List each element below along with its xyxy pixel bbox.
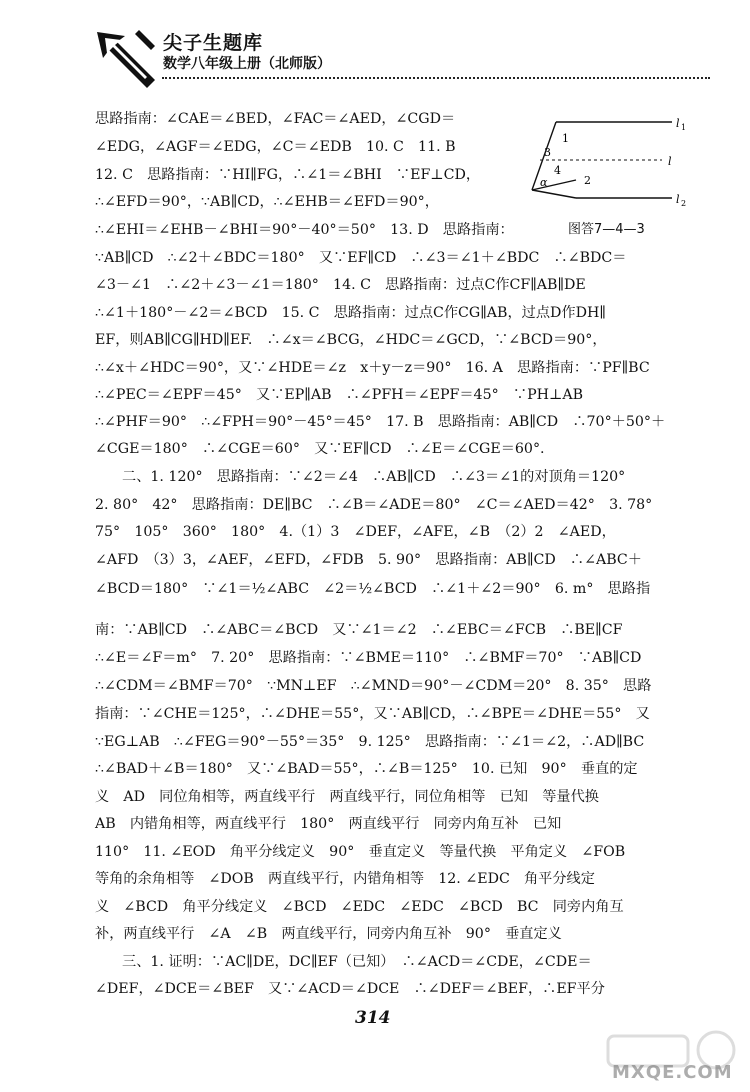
angle-2-label: 2 <box>584 174 591 187</box>
angle-4-label: 4 <box>554 164 561 177</box>
page-header <box>0 0 750 95</box>
text-line: ∴∠CDM＝∠BMF＝70° ∵MN⊥EF ∴∠MND＝90°－∠CDM＝20° 8. 35° 思路 <box>95 678 652 694</box>
text-line: ∴∠PHF＝90° ∴∠FPH＝90°－45°＝45° 17. B 思路指南：AB∥CD ∴70°＋50°＋ <box>95 414 666 430</box>
text-line: ∴∠x＋∠HDC＝90°，又∵∠HDE＝∠z x＋y－z＝90° 16. A 思路指南：∵PF∥BC <box>95 360 650 376</box>
svg-text:2: 2 <box>681 199 687 208</box>
text-line: 等角的余角相等 ∠DOB 两直线平行，内错角相等 12. ∠EDC 角平分线定 <box>95 871 595 887</box>
angle-1-label: 1 <box>562 132 569 145</box>
text-line: ∵AB∥CD ∴∠2＋∠BDC＝180° 又∵EF∥CD ∴∠3＝∠1＋∠BDC ∴∠BDC＝ <box>95 250 627 266</box>
text-line: 补，两直线平行 ∠A ∠B 两直线平行，同旁内角互补 90° 垂直定义 <box>95 926 562 942</box>
text-line: 义 AD 同位角相等，两直线平行 两直线平行，同位角相等 已知 等量代换 <box>95 789 599 805</box>
text-line: 南：∵AB∥CD ∴∠ABC＝∠BCD 又∵∠1＝∠2 ∴∠EBC＝∠FCB ∴BE∥CF <box>95 622 623 638</box>
text-line: 二、1. 120° 思路指南：∵∠2＝∠4 ∴AB∥CD ∴∠3＝∠1的对顶角＝120° <box>122 469 626 485</box>
header-divider <box>162 77 710 79</box>
text-line: ∴∠EHI＝∠EHB－∠BHI＝90°－40°＝50° 13. D 思路指南： <box>95 222 514 238</box>
text-line: ∴∠1＋180°－∠2＝∠BCD 15. C 思路指南：过点C作CG∥AB，过点D作DH∥ <box>95 305 606 321</box>
text-line: 指南：∵∠CHE＝125°，∴∠DHE＝55°，又∵AB∥CD，∴∠BPE＝∠DHE＝55° 又 <box>95 706 650 722</box>
text-line: AB 内错角相等，两直线平行 180° 两直线平行 同旁内角互补 已知 <box>95 816 562 832</box>
text-line: ∴∠EFD＝90°，∵AB∥CD，∴∠EHB＝∠EFD＝90°， <box>95 194 439 210</box>
text-line: ∠BCD＝180° ∵∠1＝½∠ABC ∠2＝½∠BCD ∴∠1＋∠2＝90° 6. m° 思路指 <box>95 581 651 597</box>
figure-caption: 图答7—4—3 <box>568 222 645 237</box>
text-line: EF，则AB∥CG∥HD∥EF. ∴∠x＝∠BCG，∠HDC＝∠GCD，∵∠BCD＝90°， <box>95 332 607 348</box>
text-line: ∵EG⊥AB ∴∠FEG＝90°－55°＝35° 9. 125° 思路指南：∵∠1＝∠2，∴AD∥BC <box>95 734 645 750</box>
text-line: ∠AFD （3）3，∠AEF，∠EFD，∠FDB 5. 90° 思路指南：AB∥CD ∴∠ABC＋ <box>95 552 642 568</box>
text-line: ∴∠PEC＝∠EPF＝45° 又∵EP∥AB ∴∠PFH＝∠EPF＝45° ∵PH⊥AB <box>95 387 584 403</box>
text-line: ∠DEF，∠DCE＝∠BEF 又∵∠ACD＝∠DCE ∴∠DEF＝∠BEF，∴EF平分 <box>95 981 605 997</box>
label-l: l <box>668 155 672 168</box>
text-line: 2. 80° 42° 思路指南：DE∥BC ∴∠B＝∠ADE＝80° ∠C＝∠AED＝42° 3. 78° <box>95 497 653 513</box>
label-l2: l <box>676 193 680 206</box>
angle-alpha-label: α <box>540 176 548 189</box>
text-line: 110° 11. ∠EOD 角平分线定义 90° 垂直定义 等量代换 平角定义 ∠FOB <box>95 844 626 860</box>
text-line: 12. C 思路指南：∵HI∥FG，∴∠1＝∠BHI ∵EF⊥CD， <box>95 167 481 183</box>
label-l1: l <box>676 117 680 130</box>
angle-3-label: 3 <box>544 146 551 159</box>
text-line: ∠EDG，∠AGF＝∠EDG，∠C＝∠EDB 10. C 11. B <box>95 139 456 155</box>
text-line: 三、1. 证明：∵AC∥DE，DC∥EF（已知） ∴∠ACD＝∠CDE，∠CDE＝ <box>122 954 592 970</box>
arrow-logo-icon <box>95 28 157 88</box>
svg-text:1: 1 <box>681 123 687 132</box>
text-line: 75° 105° 360° 180° 4.（1）3 ∠DEF，∠AFE，∠B （2）2 ∠AED， <box>95 524 616 540</box>
text-line: 义 ∠BCD 角平分线定义 ∠BCD ∠EDC ∠EDC ∠BCD BC 同旁内角互 <box>95 899 624 915</box>
text-line: ∠CGE＝180° ∴∠CGE＝60° 又∵EF∥CD ∴∠E＝∠CGE＝60°. <box>95 441 545 457</box>
page-number: 314 <box>355 1008 391 1028</box>
book-subtitle: 数学八年级上册（北师版） <box>163 56 331 72</box>
watermark-text: MXQE.COM <box>612 1062 733 1083</box>
text-line: ∴∠E＝∠F＝m° 7. 20° 思路指南：∵∠BME＝110° ∴∠BMF＝70° ∵AB∥CD <box>95 650 642 666</box>
text-line: ∴∠BAD＋∠B＝180° 又∵∠BAD＝55°，∴∠B＝125° 10. 已知 90° 垂直的定 <box>95 761 638 777</box>
text-line: ∠3－∠1 ∴∠2＋∠3－∠1＝180° 14. C 思路指南：过点C作CF∥AB∥DE <box>95 277 586 293</box>
text-line: 思路指南：∠CAE＝∠BED，∠FAC＝∠AED，∠CGD＝ <box>95 111 456 127</box>
book-title: 尖子生题库 <box>163 32 264 54</box>
